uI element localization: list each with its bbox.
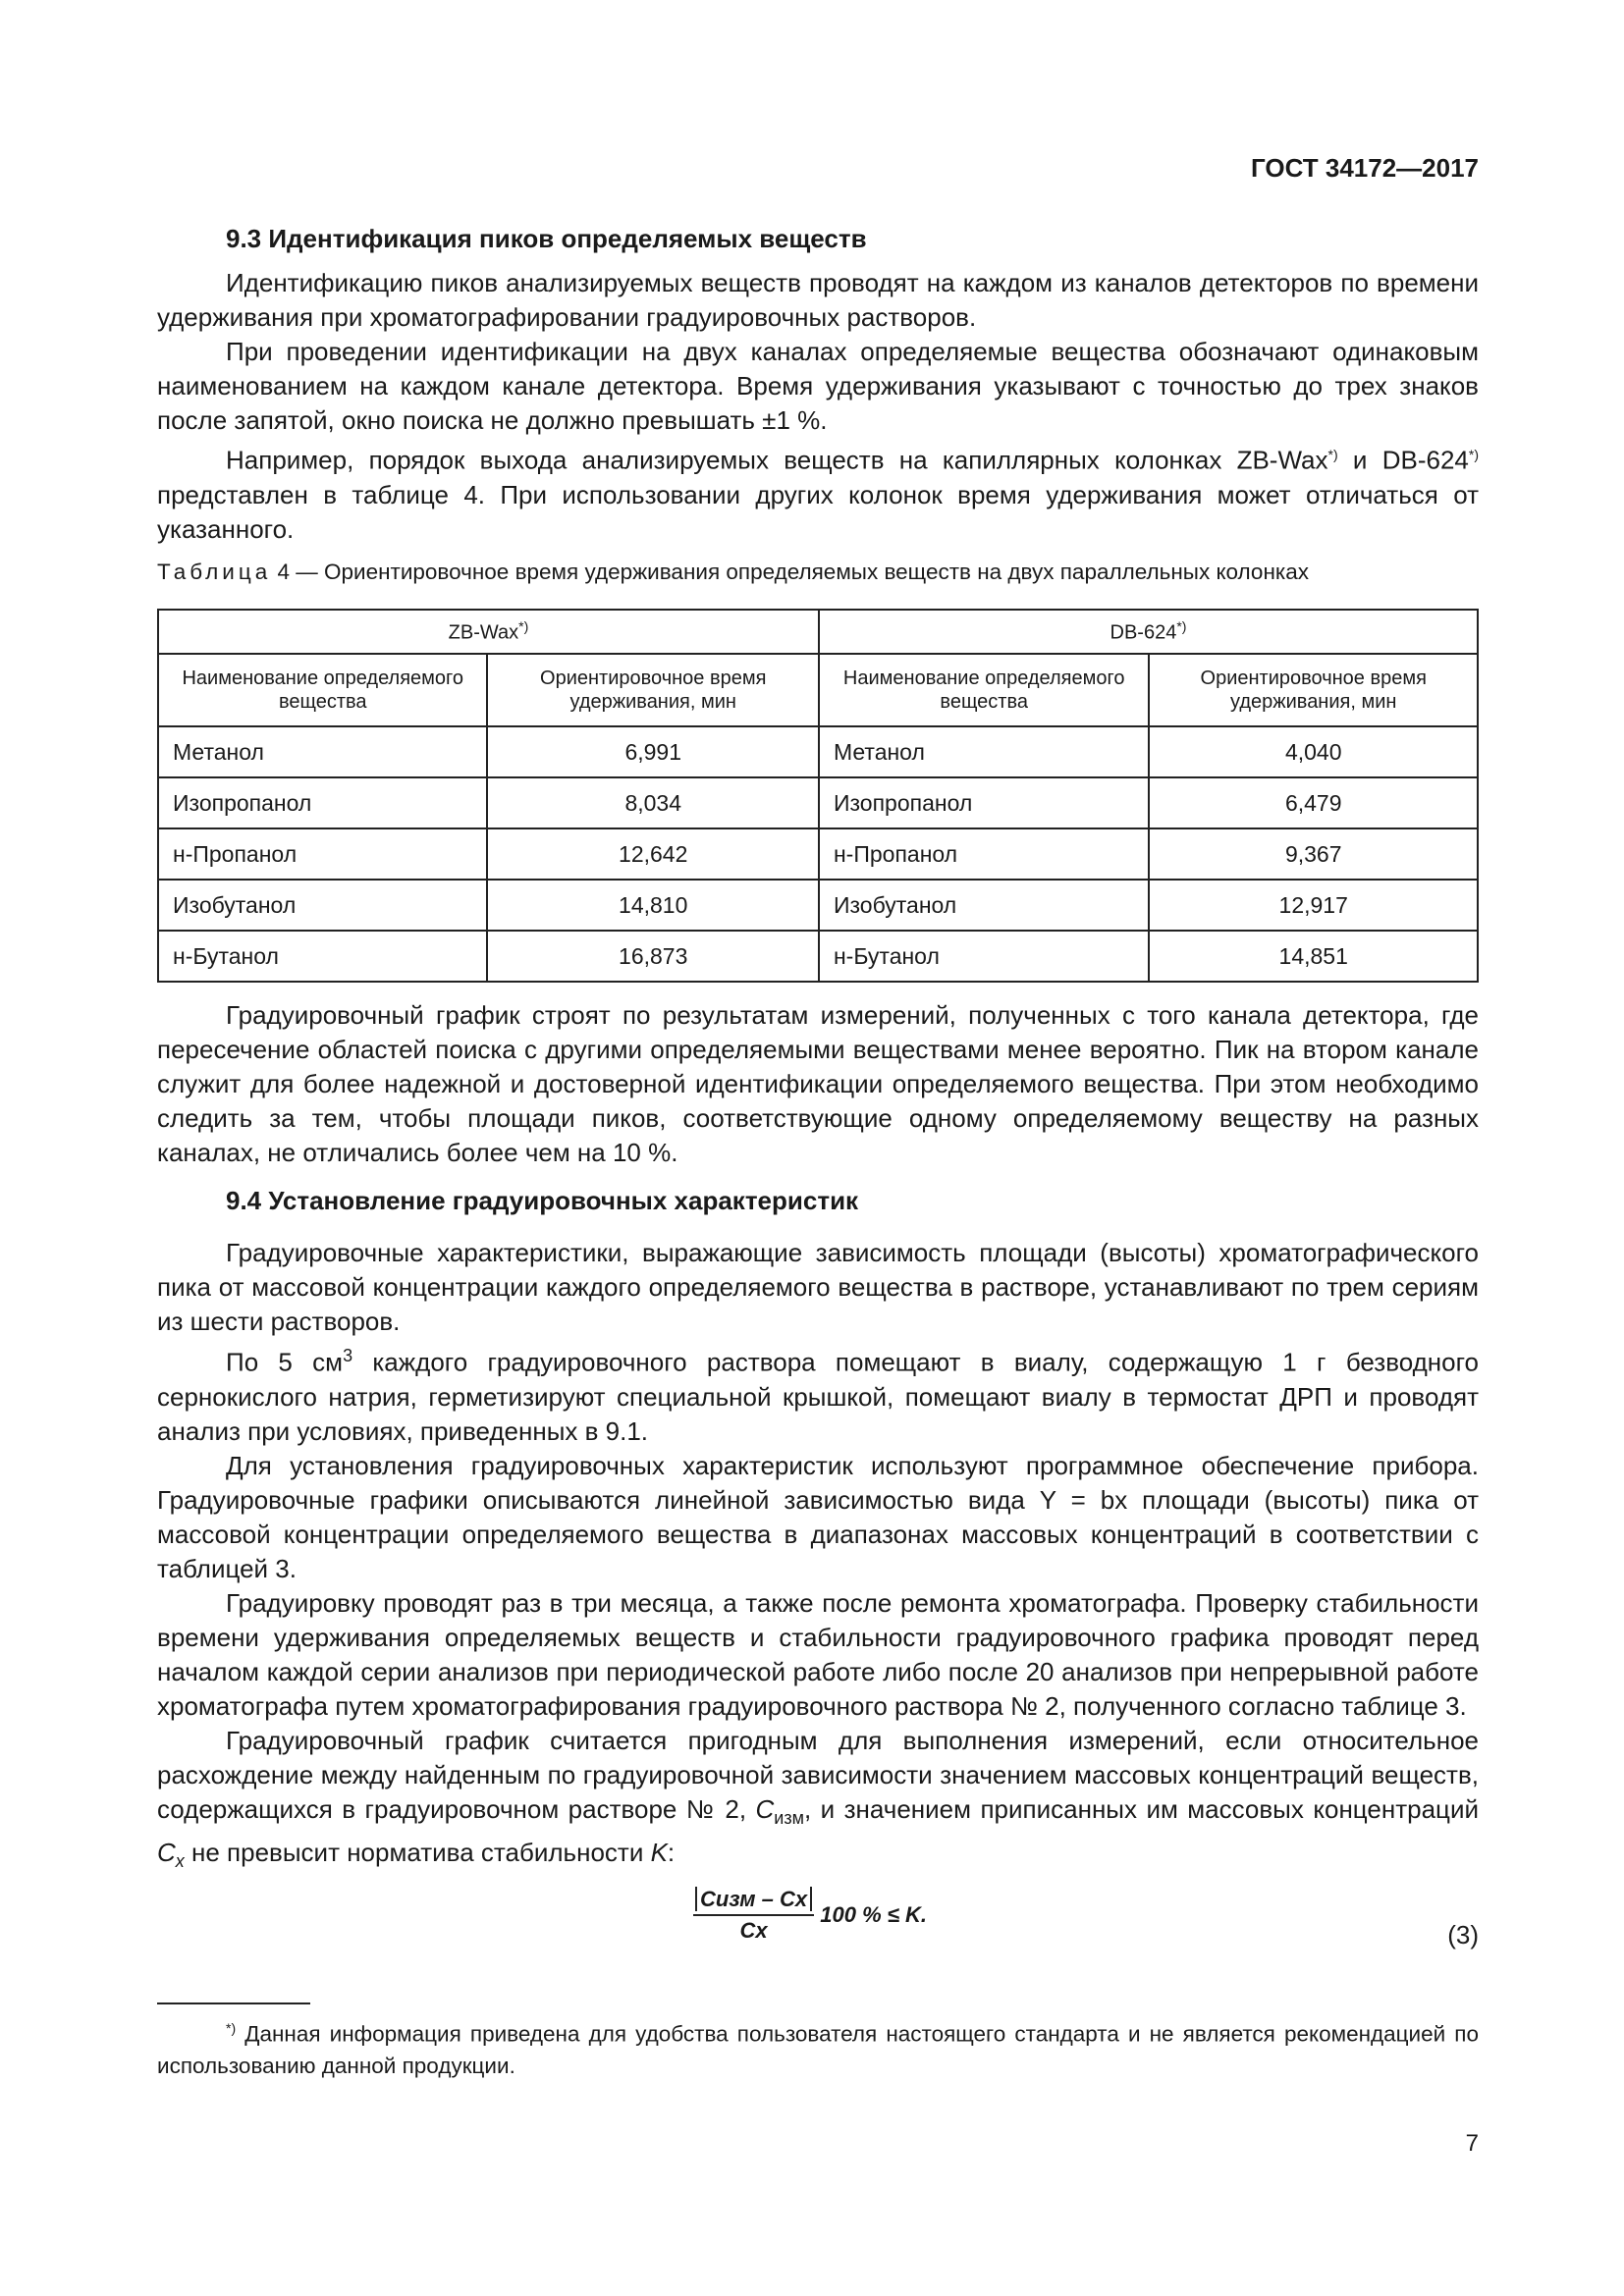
paragraph: Градуировку проводят раз в три месяца, а также после ремонта хроматографа. Проверку стабильности времени удерживания определяемых веществ и стабильности градуировочного графика проводят перед началом каждой серии анализов при периодической работе либо после 20 анализов при непрерывной работе хроматографа путем хроматографирования градуировочного раствора № 2, полученного согласно таблице 3. [157, 1587, 1479, 1721]
footnote-ref: *) [1327, 447, 1338, 462]
column-header: Ориентировочное время удерживания, мин [487, 654, 819, 726]
table-row: н-Пропанол 12,642 н-Пропанол 9,367 [158, 828, 1478, 880]
document-header: ГОСТ 34172—2017 [1251, 153, 1479, 183]
section-heading: 9.4 Установление градуировочных характеристик [226, 1186, 859, 1215]
footnote: *) Данная информация приведена для удобства пользователя настоящего стандарта и не является рекомендацией по использованию данной продукции. [157, 2020, 1479, 2078]
footnote-ref: *) [1468, 447, 1479, 462]
section-heading: 9.3 Идентификация пиков определяемых веществ [226, 224, 867, 253]
section-9-4 [157, 1184, 1479, 1879]
column-group-db-624: DB-624*) [819, 610, 1478, 654]
paragraph: По 5 $см^3$ каждого градуировочного раствора помещают в виалу, содержащую 1 г безводного сернокислого натрия, герметизируют специальной крышкой, помещают виалу в термостат ДРП и проводят анализ при условиях, приведенных в 9.1. [157, 1346, 1480, 1446]
table-caption: Таблица 4 — Ориентировочное время удерживания определяемых веществ на двух параллельных колонках [157, 560, 1309, 584]
table-row: Изобутанол 14,810 Изобутанол 12,917 [158, 880, 1478, 931]
stability-formula: $\frac{\text{Сизм – Сx}}{Сx}$ 100 % ≤ K. [693, 1887, 927, 1944]
column-header: Ориентировочное время удерживания, мин [1149, 654, 1478, 726]
column-header: Наименование определяемого вещества [819, 654, 1149, 726]
column-group-zb-wax: ZB-Wax*) [158, 610, 819, 654]
footnote-divider [157, 2002, 310, 2004]
retention-time-table [157, 609, 1479, 983]
after-table-text [157, 998, 1479, 1170]
column-header: Наименование определяемого вещества [158, 654, 487, 726]
table-row: н-Бутанол 16,873 н-Бутанол 14,851 [158, 931, 1478, 982]
section-9-3 [157, 222, 1479, 547]
page-number: 7 [1465, 2130, 1479, 2157]
paragraph: Например, порядок выхода анализируемых веществ на капиллярных колонках ZB-Wax*) и DB-624*) представлен в таблице 4. При использовании других колонок время удерживания может отличаться от указанного. [157, 445, 1479, 544]
equation-number: (3) [1447, 1920, 1479, 1949]
paragraph: Для установления градуировочных характеристик используют программное обеспечение прибора. Градуировочные графики описываются линейной зависимостью вида Y = bx площади (высоты) пика от массовой концентрации определяемого вещества в диапазонах массовых концентраций в соответствии с таблицей 3. [157, 1450, 1479, 1583]
table-row: Метанол 6,991 Метанол 4,040 [158, 726, 1478, 777]
paragraph: Градуировочный график строят по результатам измерений, полученных с того канала детектора, где пересечение областей поиска с другими определяемыми веществами менее вероятно. Пик на втором канале служит для более надежной и достоверной идентификации определяемого вещества. При этом необходимо следить за тем, чтобы площади пиков, соответствующие одному определяемому веществу на разных каналах, не отличались более чем на 10 %. [157, 1000, 1479, 1167]
paragraph: При проведении идентификации на двух каналах определяемые вещества обозначают одинаковым наименованием на каждом канале детектора. Время удерживания указывают с точностью до трех знаков после запятой, окно поиска не должно превышать ±1 %. [157, 337, 1479, 435]
paragraph: Градуировочный график считается пригодным для выполнения измерений, если относительное расхождение между найденным по градуировочной зависимости значением массовых концентраций веществ, содержащихся в градуировочном растворе № 2, $C_{изм}$, и значением приписанных им массовых концентраций $C_x$ не превысит норматива стабильности K: [157, 1725, 1479, 1872]
table-row: Изопропанол 8,034 Изопропанол 6,479 [158, 777, 1478, 828]
paragraph: Идентификацию пиков анализируемых веществ проводят на каждом из каналов детекторов по времени удерживания при хроматографировании градуировочных растворов. [157, 268, 1479, 332]
paragraph: Градуировочные характеристики, выражающие зависимость площади (высоты) хроматографического пика от массовой концентрации каждого определяемого вещества в растворе, устанавливают по трем сериям из шести растворов. [157, 1238, 1479, 1336]
